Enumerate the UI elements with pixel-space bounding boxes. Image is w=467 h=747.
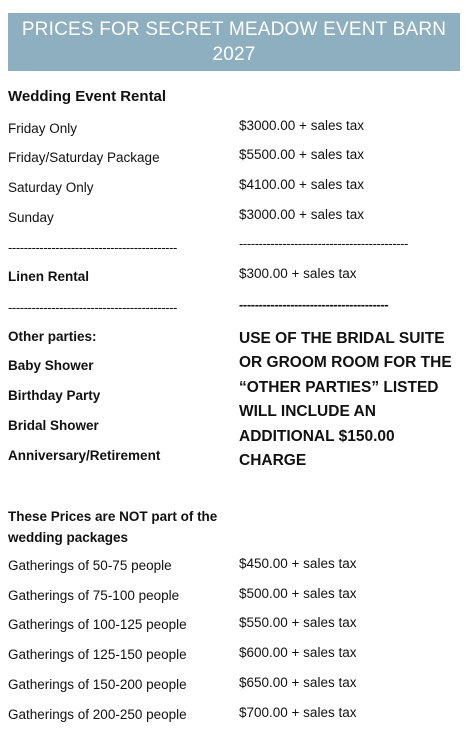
wedding-row-price: $4100.00 + sales tax [239, 177, 364, 192]
notice-line: OR GROOM ROOM FOR THE [239, 354, 452, 372]
wedding-row-label: Sunday [8, 210, 54, 225]
gathering-row-price: $550.00 + sales tax [239, 615, 357, 630]
gathering-row-price: $450.00 + sales tax [239, 556, 357, 571]
wedding-row-price: $3000.00 + sales tax [239, 118, 364, 133]
notice-line: ADDITIONAL $150.00 [239, 427, 395, 445]
wedding-row-label: Friday/Saturday Package [8, 150, 160, 165]
page-title-banner [8, 13, 460, 71]
notice-line: WILL INCLUDE AN [239, 403, 376, 421]
other-party-item: Birthday Party [8, 388, 101, 403]
gathering-row-price: $700.00 + sales tax [239, 705, 357, 720]
wedding-row-price: $5500.00 + sales tax [239, 147, 364, 162]
other-parties-heading: Other parties: [8, 329, 97, 344]
gathering-row-label: Gatherings of 100-125 people [8, 617, 187, 632]
gathering-row-price: $650.00 + sales tax [239, 675, 357, 690]
wedding-row-label: Saturday Only [8, 180, 94, 195]
divider-right: ------------------------------------------- [239, 236, 408, 251]
gatherings-note [8, 506, 234, 548]
wedding-section-heading: Wedding Event Rental [8, 88, 167, 105]
other-party-item: Anniversary/Retirement [8, 448, 161, 463]
gathering-row-label: Gatherings of 150-200 people [8, 677, 187, 692]
linen-price: $300.00 + sales tax [239, 266, 357, 281]
other-party-item: Baby Shower [8, 358, 94, 373]
divider-left: ------------------------------------------- [8, 240, 177, 255]
gathering-row-label: Gatherings of 50-75 people [8, 558, 172, 573]
notice-line: CHARGE [239, 452, 307, 470]
gathering-row-price: $600.00 + sales tax [239, 645, 357, 660]
notice-line: USE OF THE BRIDAL SUITE [239, 330, 445, 347]
wedding-row-price: $3000.00 + sales tax [239, 207, 364, 222]
gatherings-note-line: These Prices are NOT part of the [8, 509, 218, 524]
wedding-row-label: Friday Only [8, 121, 78, 136]
page-title-year: 2027 [212, 44, 256, 65]
notice-line: “OTHER PARTIES” LISTED [239, 378, 439, 396]
gathering-row-label: Gatherings of 125-150 people [8, 647, 187, 662]
gathering-row-label: Gatherings of 200-250 people [8, 707, 187, 722]
gatherings-note-line: wedding packages [8, 530, 129, 545]
bridal-suite-notice [239, 327, 461, 473]
gathering-row-price: $500.00 + sales tax [239, 586, 357, 601]
gathering-row-label: Gatherings of 75-100 people [8, 588, 180, 603]
other-party-item: Bridal Shower [8, 418, 99, 433]
linen-label: Linen Rental [8, 269, 90, 284]
page-title: PRICES FOR SECRET MEADOW EVENT BARN [21, 19, 447, 40]
divider-left: ------------------------------------------- [8, 300, 177, 315]
divider-right-bold: -------------------------------------- [239, 297, 389, 312]
